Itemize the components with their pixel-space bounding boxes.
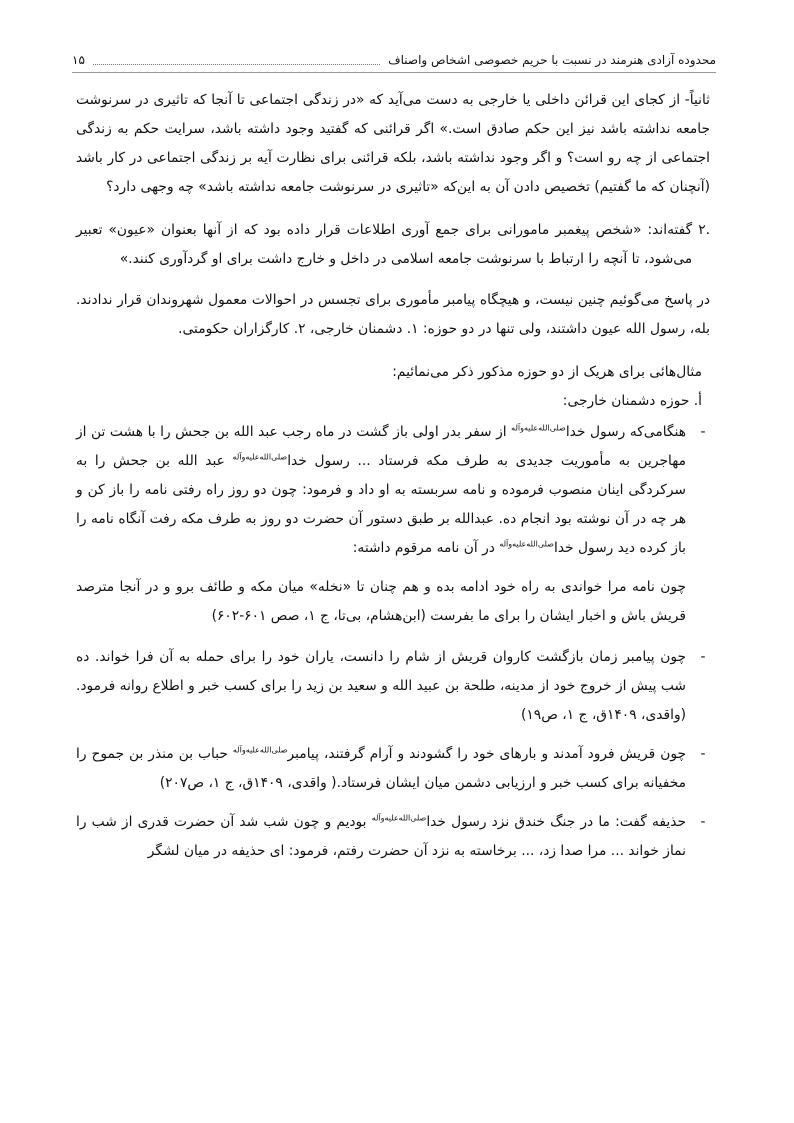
bullet-text: حذیفه گفت: ما در جنگ خندق نزد رسول خدا [426, 814, 686, 830]
subsection-label: حوزه دشمنان خارجی: [562, 393, 690, 409]
item-number: .۲ [698, 222, 710, 238]
bullet-text: عبد الله بن جحش را به سرکردگی اینان منصوب فرموده و نامه سربسته به او داد و فرمود: چون دو روز راه رفتی نامه را باز کن و هر چه در آن نوشته بود انجام ده. عبدالله بر طبق دستور آن حضرت دو روز به طرف مکه رفت آنگاه نامه را باز کرده دید رسول خدا [76, 453, 686, 556]
examples-intro: مثال‌هائی برای هریک از دو حوزه مذکور ذکر می‌نمائیم: [392, 364, 702, 380]
bullet-text: در آن نامه مرقوم داشته: [352, 540, 500, 556]
list-item [76, 740, 710, 798]
salawat-honorific: صلی‌الله‌علیه‌وآله [232, 452, 288, 462]
bullet-text: چون پیامبر زمان بازگشت کاروان قریش از شام را دانست، یاران خود را برای حمله به آن فرا خواند. ده شب پیش از خروج خود از مدینه، طلحة بن عبید الله و سعید بن زید را برای کسب خبر و اطلاع روانه فرمود. (واقدی، ۱۴۰۹ق، ج ۱، ص۱۹) [76, 649, 686, 723]
bullet-text: حباب بن منذر بن جموح را مخفیانه برای کسب خبر و ارزیابی دشمن میان ایشان فرستاد.( واقدی، ۱۴۰۹ق، ج ۱، ص۲۰۷) [76, 746, 686, 791]
item-text: گفته‌اند: «شخص پیغمبر مامورانی برای جمع آوری اطلاعات قرار داده بود که از آنها بعنوان «عیون» تعبیر می‌شود، تا آنچه را ارتباط با سرنوشت جامعه اسلامی در داخل و خارج داشت برای او گردآوری کنند.» [76, 222, 693, 267]
page-body [76, 86, 710, 876]
paragraph-1: ثانیاً- از کجای این قرائن داخلی یا خارجی به دست می‌آید که «در زندگی اجتماعی تا آنجا که تاثیری در سرنوشت جامعه نداشته باشد نیز این حکم صادق است.» اگر قرائنی که گفتید وجود داشته باشد، سرایت حکم به زندگی اجتماعی از چه رو است؟ و اگر وجود نداشته باشد، بلکه قرائنی برای نظارت آیه بر زندگی اجتماعی در کار باشد (آنچنان که ما گفتیم) تخصیص دادن آن به این‌که «تاثیری در سرنوشت جامعه نداشته باشد» چه وجهی دارد؟ [76, 92, 710, 195]
list-item [76, 418, 710, 563]
page-number: ۱۵ [72, 53, 85, 67]
header-title: محدوده آزادی هنرمند در نسبت با حریم خصوصی اشخاص واصناف [388, 53, 716, 67]
subsection-a [76, 387, 710, 416]
salawat-honorific: صلی‌الله‌علیه‌وآله [511, 423, 566, 433]
salawat-honorific: صلی‌الله‌علیه‌وآله [371, 813, 427, 823]
bullet-text: بودیم و چون شب شد آن حضرت قدری از شب را نماز خواند ... مرا صدا زد، ... برخاسته به نزد آن حضرت رفتم، فرمود: ای حذیفه در میان لشگر [76, 814, 686, 859]
numbered-item-2 [76, 216, 710, 274]
salawat-honorific: صلی‌الله‌علیه‌وآله [232, 745, 288, 755]
bullet-dash: - [700, 424, 706, 440]
subsection-marker: أ. [693, 393, 702, 409]
block-quote: چون نامه مرا خواندی به راه خود ادامه بده و هم چنان تا «نخله» میان مکه و طائف برو و در آنجا مترصد قریش باش و اخبار ایشان را برای ما بفرست (ابن‌هشام، بی‌تا، ج ۱، صص ۶۰۱-۶۰۲) [76, 579, 686, 624]
running-header [72, 48, 716, 73]
answer-paragraph: در پاسخ می‌گوئیم چنین نیست، و هیچگاه پیامبر مأموری برای تجسس در احوالات معمول شهروندان قرار ندادند. بله، رسول الله عیون داشتند، ولی تنها در دو حوزه: ۱. دشمنان خارجی، ۲. کارگزاران حکومتی. [76, 292, 710, 337]
bullet-text: چون قریش فرود آمدند و بارهای خود را گشودند و آرام گرفتند، پیامبر [287, 746, 686, 762]
list-item [76, 643, 710, 730]
bullet-text: از سفر بدر اولی باز گشت در ماه رجب عبد الله بن جحش را با هشت تن از مهاجرین به مأموریت جدیدی به طرف مکه فرستاد ... رسول خدا [76, 424, 686, 469]
bullet-dash: - [700, 814, 706, 830]
salawat-honorific: صلی‌الله‌علیه‌وآله [499, 539, 554, 549]
bullet-text: هنگامی‌که رسول خدا [565, 424, 686, 440]
list-item [76, 808, 710, 866]
bullet-dash: - [700, 746, 706, 762]
header-leader-dots [93, 56, 380, 65]
bullet-dash: - [700, 649, 706, 665]
